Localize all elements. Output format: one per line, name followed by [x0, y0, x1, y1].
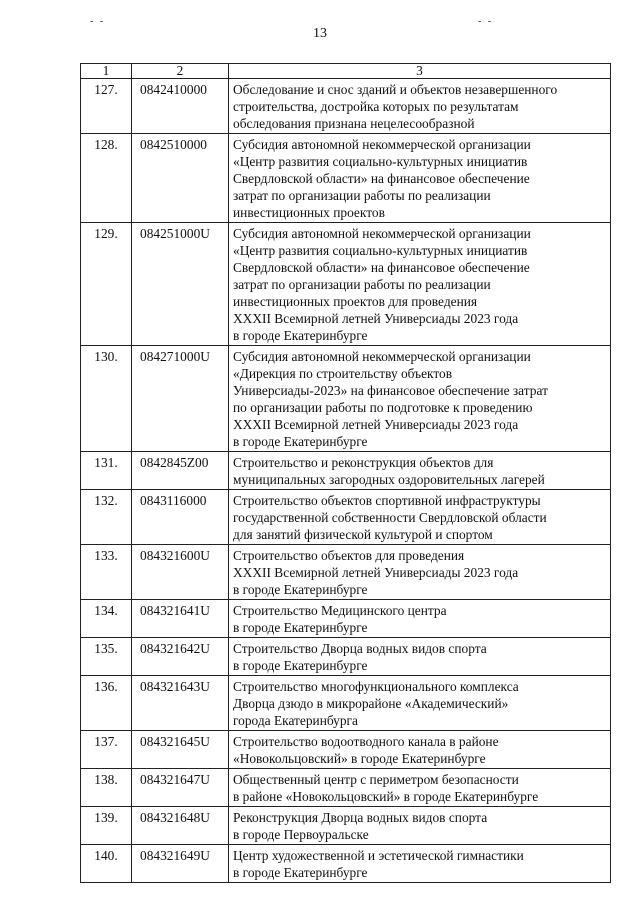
- row-name-line: Строительство и реконструкция объектов для: [233, 455, 494, 470]
- row-name: [229, 638, 611, 676]
- row-name: [229, 134, 611, 223]
- row-code: 0842845Z00: [132, 452, 229, 490]
- row-name-line: затрат по организации работы по реализации: [233, 277, 491, 292]
- row-name-line: Строительство водоотводного канала в районе: [233, 734, 499, 749]
- row-name-line: «Центр развития социально-культурных инициатив: [233, 154, 528, 169]
- row-number: 135.: [81, 638, 132, 676]
- row-name: [229, 600, 611, 638]
- budget-code-table: [80, 63, 611, 883]
- row-name-line: в районе «Новокольцовский» в городе Екатеринбурге: [233, 789, 539, 804]
- row-code: 084321641U: [132, 600, 229, 638]
- scan-mark-left: - -: [90, 16, 106, 27]
- row-name-line: инвестиционных проектов: [233, 205, 385, 220]
- row-name-line: в городе Екатеринбурге: [233, 328, 368, 343]
- table-row: [81, 731, 611, 769]
- row-name-line: в городе Екатеринбурге: [233, 434, 368, 449]
- row-name-line: Реконструкция Дворца водных видов спорта: [233, 810, 488, 825]
- row-code: 084251000U: [132, 223, 229, 346]
- row-number: 128.: [81, 134, 132, 223]
- row-name-line: Строительство Дворца водных видов спорта: [233, 641, 487, 656]
- row-name-line: в городе Екатеринбурге: [233, 582, 368, 597]
- row-name-line: города Екатеринбурга: [233, 713, 358, 728]
- row-number: 134.: [81, 600, 132, 638]
- row-code: 0843116000: [132, 490, 229, 545]
- row-number: 140.: [81, 845, 132, 883]
- header-col-name: 3: [229, 64, 611, 79]
- row-name-line: Строительство многофункционального комплекса: [233, 679, 519, 694]
- row-name: [229, 452, 611, 490]
- row-number: 136.: [81, 676, 132, 731]
- row-code: 084321648U: [132, 807, 229, 845]
- row-name-line: Дворца дзюдо в микрорайоне «Академический»: [233, 696, 509, 711]
- row-name-line: Строительство объектов спортивной инфраструктуры: [233, 493, 541, 508]
- row-name-line: муниципальных загородных оздоровительных лагерей: [233, 472, 545, 487]
- row-name-line: Строительство Медицинского центра: [233, 603, 447, 618]
- row-name-line: в городе Екатеринбурге: [233, 658, 368, 673]
- row-name-line: Субсидия автономной некоммерческой организации: [233, 226, 531, 241]
- row-name: [229, 807, 611, 845]
- row-number: 131.: [81, 452, 132, 490]
- row-number: 139.: [81, 807, 132, 845]
- row-code: 084321643U: [132, 676, 229, 731]
- table-row: [81, 600, 611, 638]
- row-name-line: обследования признана нецелесообразной: [233, 116, 475, 131]
- row-name: [229, 223, 611, 346]
- row-name-line: «Центр развития социально-культурных инициатив: [233, 243, 528, 258]
- row-name-line: «Дирекция по строительству объектов: [233, 366, 453, 381]
- row-name-line: «Новокольцовский» в городе Екатеринбурге: [233, 751, 486, 766]
- row-code: 084321647U: [132, 769, 229, 807]
- row-name-line: государственной собственности Свердловской области: [233, 510, 547, 525]
- row-number: 127.: [81, 79, 132, 134]
- table-row: [81, 134, 611, 223]
- row-code: 084321600U: [132, 545, 229, 600]
- row-name: [229, 731, 611, 769]
- table-row: [81, 638, 611, 676]
- row-name-line: XXXII Всемирной летней Универсиады 2023 года: [233, 311, 519, 326]
- row-name-line: строительства, достройка которых по результатам: [233, 99, 519, 114]
- row-name-line: инвестиционных проектов для проведения: [233, 294, 478, 309]
- row-number: 129.: [81, 223, 132, 346]
- table-row: [81, 223, 611, 346]
- row-name-line: XXXII Всемирной летней Универсиады 2023 года: [233, 565, 519, 580]
- table-row: [81, 79, 611, 134]
- row-number: 133.: [81, 545, 132, 600]
- table-header-row: [81, 64, 611, 79]
- scan-mark-right: - -: [478, 16, 494, 27]
- row-name-line: Обследование и снос зданий и объектов незавершенного: [233, 82, 558, 97]
- row-code: 084271000U: [132, 346, 229, 452]
- header-col-code: 2: [132, 64, 229, 79]
- page-number: 13: [313, 26, 327, 41]
- row-name: [229, 490, 611, 545]
- row-name: [229, 676, 611, 731]
- row-name-line: в городе Екатеринбурге: [233, 620, 368, 635]
- row-number: 132.: [81, 490, 132, 545]
- table-row: [81, 545, 611, 600]
- row-name-line: Общественный центр с периметром безопасности: [233, 772, 519, 787]
- table-row: [81, 676, 611, 731]
- row-name: [229, 346, 611, 452]
- row-name-line: Субсидия автономной некоммерческой организации: [233, 349, 531, 364]
- row-code: 0842410000: [132, 79, 229, 134]
- row-code: 084321642U: [132, 638, 229, 676]
- row-code: 084321649U: [132, 845, 229, 883]
- row-name-line: для занятий физической культурой и спортом: [233, 527, 493, 542]
- table-row: [81, 807, 611, 845]
- row-name-line: Свердловской области» на финансовое обеспечение: [233, 260, 530, 275]
- row-name: [229, 769, 611, 807]
- header-col-number: 1: [81, 64, 132, 79]
- row-name-line: Универсиады-2023» на финансовое обеспечение затрат: [233, 383, 548, 398]
- row-name-line: в городе Екатеринбурге: [233, 865, 368, 880]
- row-number: 138.: [81, 769, 132, 807]
- row-name-line: по организации работы по подготовке к проведению: [233, 400, 533, 415]
- row-name-line: Центр художественной и эстетической гимнастики: [233, 848, 524, 863]
- table-row: [81, 346, 611, 452]
- row-name: [229, 845, 611, 883]
- row-number: 130.: [81, 346, 132, 452]
- row-name: [229, 79, 611, 134]
- row-code: 084321645U: [132, 731, 229, 769]
- row-name-line: Свердловской области» на финансовое обеспечение: [233, 171, 530, 186]
- row-name-line: в городе Первоуральске: [233, 827, 369, 842]
- table-row: [81, 769, 611, 807]
- row-name-line: Строительство объектов для проведения: [233, 548, 465, 563]
- row-code: 0842510000: [132, 134, 229, 223]
- row-name-line: Субсидия автономной некоммерческой организации: [233, 137, 531, 152]
- table-row: [81, 845, 611, 883]
- row-name-line: XXXII Всемирной летней Универсиады 2023 года: [233, 417, 519, 432]
- row-name-line: затрат по организации работы по реализации: [233, 188, 491, 203]
- row-number: 137.: [81, 731, 132, 769]
- table-row: [81, 490, 611, 545]
- table-row: [81, 452, 611, 490]
- row-name: [229, 545, 611, 600]
